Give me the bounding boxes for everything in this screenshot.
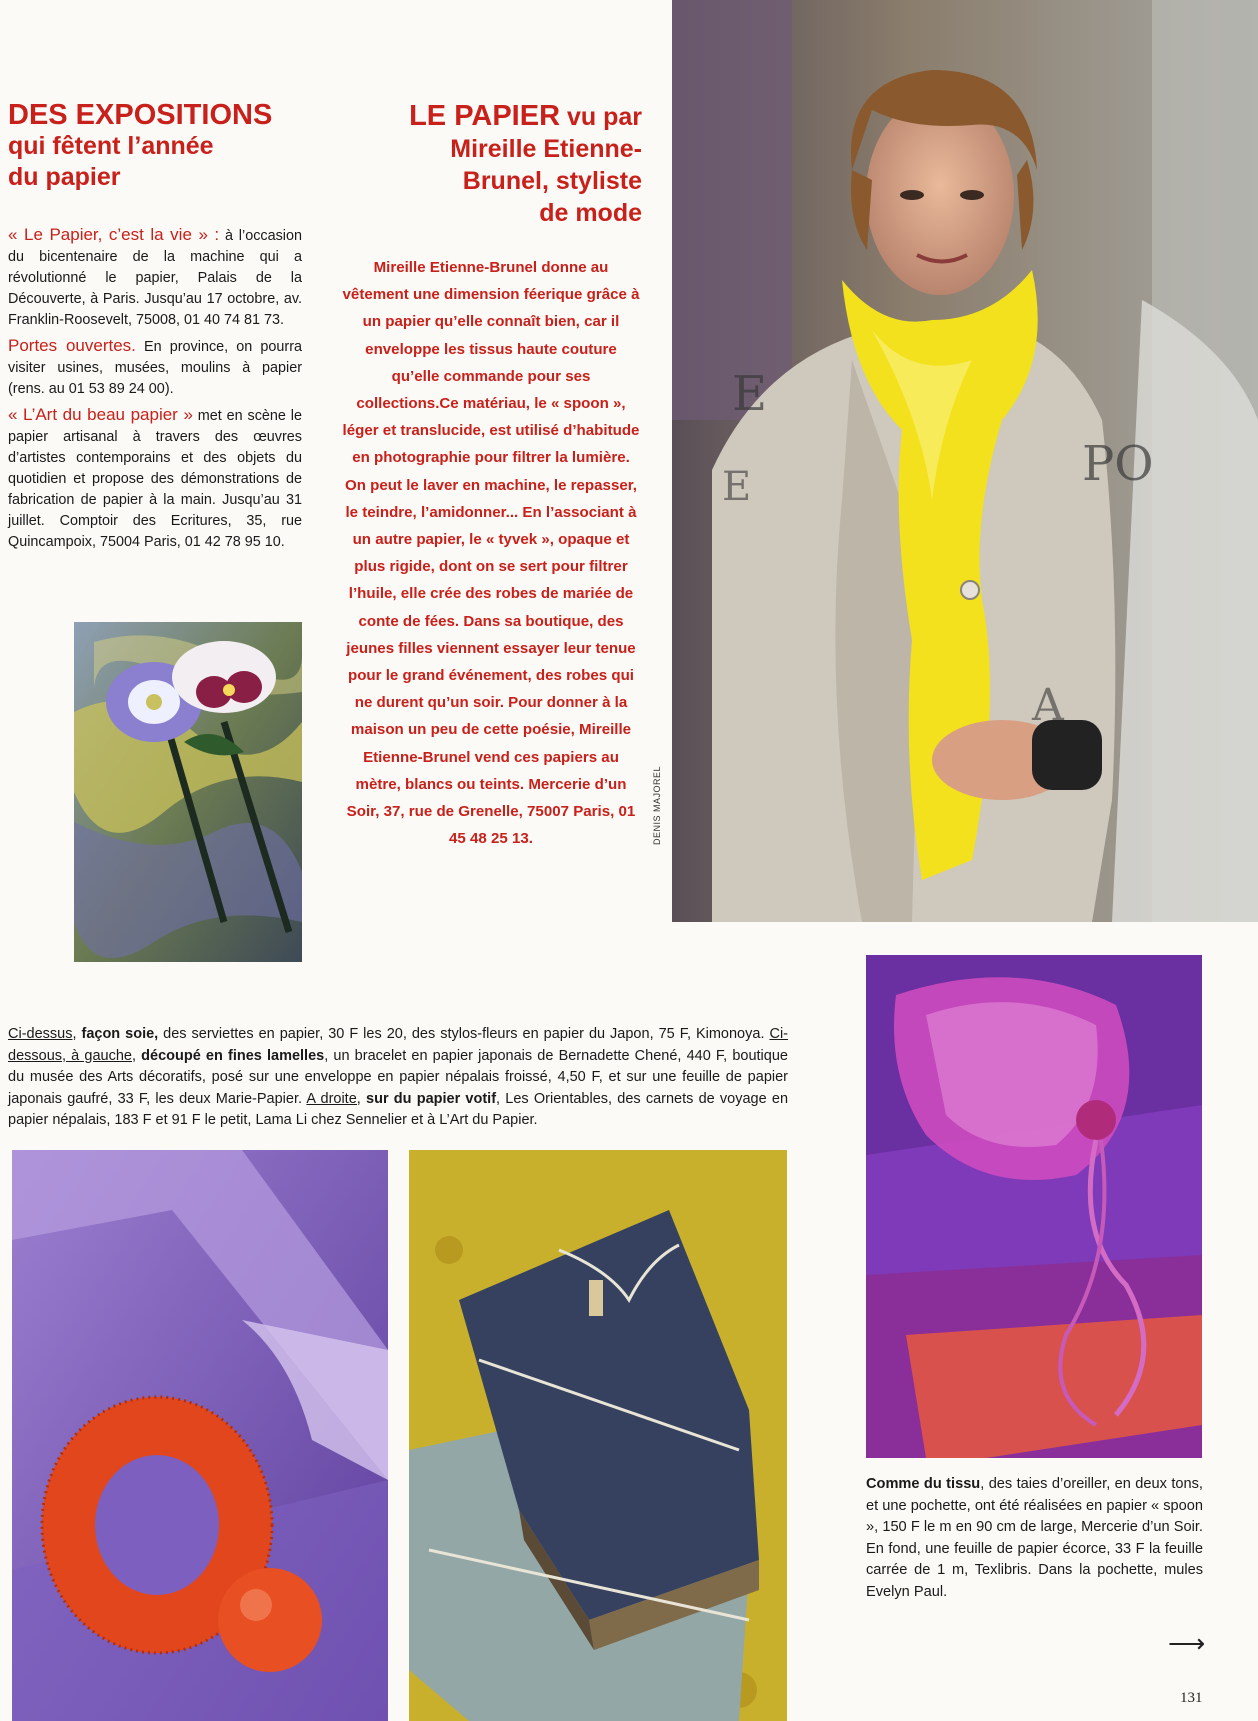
expo-item-2-text: En province, on pourra visiter usines, musées, moulins à papier (rens. au 01 53 89 24 00). — [8, 339, 302, 397]
portrait-photo — [672, 0, 1258, 922]
photo-credit: DENIS MAJOREL — [652, 765, 662, 845]
flower-pens-photo — [74, 622, 302, 962]
pouch-photo — [866, 955, 1202, 1458]
next-page-arrow-icon: ⟶ — [1168, 1628, 1206, 1658]
expo-item-2 — [8, 335, 302, 400]
expo-item-1-text: à l’occasion du bicentenaire de la machine qui a révolutionné le papier, Palais de la Découverte, à Paris. Jusqu’au 17 octobre, av. Franklin-Roosevelt, 75008, 01 40 74 81 73. — [8, 228, 302, 328]
main-caption — [8, 1024, 788, 1132]
caption-text-2: , un bracelet en papier japonais de Bernadette Chené, 440 F, boutique du musée des Arts décoratifs, posé sur une enveloppe en papier népalais froissé, 4,50 F, et sur une feuille de papier japonais gaufré, 33 F, les deux Marie-Papier. — [8, 1047, 788, 1107]
caption-ref-right: A droite, — [306, 1090, 361, 1107]
expositions-title-line2: qui fêtent l’année — [8, 132, 214, 160]
expositions-title-line3: du papier — [8, 163, 121, 191]
papier-vu-title-line2: Mireille Etienne- — [450, 135, 642, 163]
expo-item-1 — [8, 224, 302, 331]
caption-highlight-lamelles: découpé en fines lamelles — [136, 1047, 325, 1064]
expositions-body — [8, 224, 302, 557]
notebooks-illustration — [409, 1150, 787, 1721]
caption-highlight-votif: sur du papier votif — [360, 1090, 497, 1107]
expositions-title-line1: DES EXPOSITIONS — [8, 99, 273, 131]
expositions-heading — [8, 100, 308, 193]
portrait-illustration — [672, 0, 1258, 922]
pouch-illustration — [866, 955, 1202, 1458]
caption-text-1: des serviettes en papier, 30 F les 20, des stylos-fleurs en papier du Japon, 75 F, Kimonoya. — [158, 1026, 770, 1042]
papier-vu-title-line3: Brunel, styliste — [462, 167, 642, 195]
svg-text:E: E — [732, 366, 768, 422]
expo-item-3-lead: « L’Art du beau papier » — [8, 405, 193, 424]
papier-vu-heading — [380, 100, 642, 229]
expo-item-3 — [8, 404, 302, 553]
pouch-caption-lead: Comme du tissu — [866, 1476, 981, 1492]
svg-text:E: E — [722, 464, 752, 510]
expo-item-3-text: met en scène le papier artisanal à travers des œuvres d’artistes contemporains et des objets du quotidien et propose des démonstrations de fabrication de papier à la main. Jusqu’au 31 juillet. Comptoir des Ecritures, 35, rue Quincampoix, 75004 Paris, 01 42 78 95 10. — [8, 408, 302, 550]
svg-text:A: A — [1032, 680, 1064, 731]
caption-text-3: , Les Orientables, des carnets de voyage en papier népalais, 183 F et 91 F le petit, Lama Li chez Sennelier et à L’Art du Papier. — [8, 1090, 789, 1128]
papier-vu-title-line4: de mode — [539, 199, 642, 227]
caption-ref-above: Ci-dessus, — [8, 1026, 77, 1042]
svg-text:PO: PO — [1082, 436, 1154, 492]
page-number: 131 — [1180, 1690, 1203, 1706]
flower-pens-illustration — [74, 622, 302, 962]
bracelet-illustration — [12, 1150, 388, 1721]
expo-item-2-lead: Portes ouvertes. — [8, 336, 136, 355]
pouch-caption — [866, 1474, 1203, 1604]
papier-vu-title-part1: LE PAPIER — [409, 100, 561, 132]
bracelet-photo — [12, 1150, 388, 1721]
caption-highlight-soie: façon soie, — [76, 1026, 159, 1042]
papier-vu-title-part2: vu par — [560, 103, 642, 131]
notebooks-photo — [409, 1150, 787, 1721]
expo-item-1-lead: « Le Papier, c’est la vie » : — [8, 225, 220, 244]
pouch-caption-text: , des taies d’oreiller, en deux tons, et une pochette, ont été réalisées en papier « spoon », 150 F le m en 90 cm de large, Mercerie d’un Soir. En fond, une feuille de papier écorce, 33 F la feuille carrée de 1 m, Texlibris. Dans la pochette, mules Evelyn Paul. — [866, 1476, 1203, 1600]
papier-vu-body: Mireille Etienne-Brunel donne au vêtement une dimension féerique grâce à un papier qu’elle connaît bien, car il enveloppe les tissus haute couture qu’elle commande pour ses collections.Ce matériau, le « spoon », léger et translucide, est utilisé d’habitude en photographie pour filtrer la lumière. On peut le laver en machine, le repasser, le teindre, l’amidonner... En l’associant à un autre papier, le « tyvek », opaque et plus rigide, dont on se sert pour filtrer l’huile, elle crée des robes de mariée de conte de fées. Dans sa boutique, des jeunes filles viennent essayer leur tenue pour le grand événement, des robes qui ne durent qu’un soir. Pour donner à la maison un peu de cette poésie, Mireille Etienne-Brunel vend ces papiers au mètre, blancs ou teints. Mercerie d’un Soir, 37, rue de Grenelle, 75007 Paris, 01 45 48 25 13. — [342, 259, 640, 848]
caption-ref-below-left: Ci-dessous, à gauche, — [8, 1026, 788, 1064]
